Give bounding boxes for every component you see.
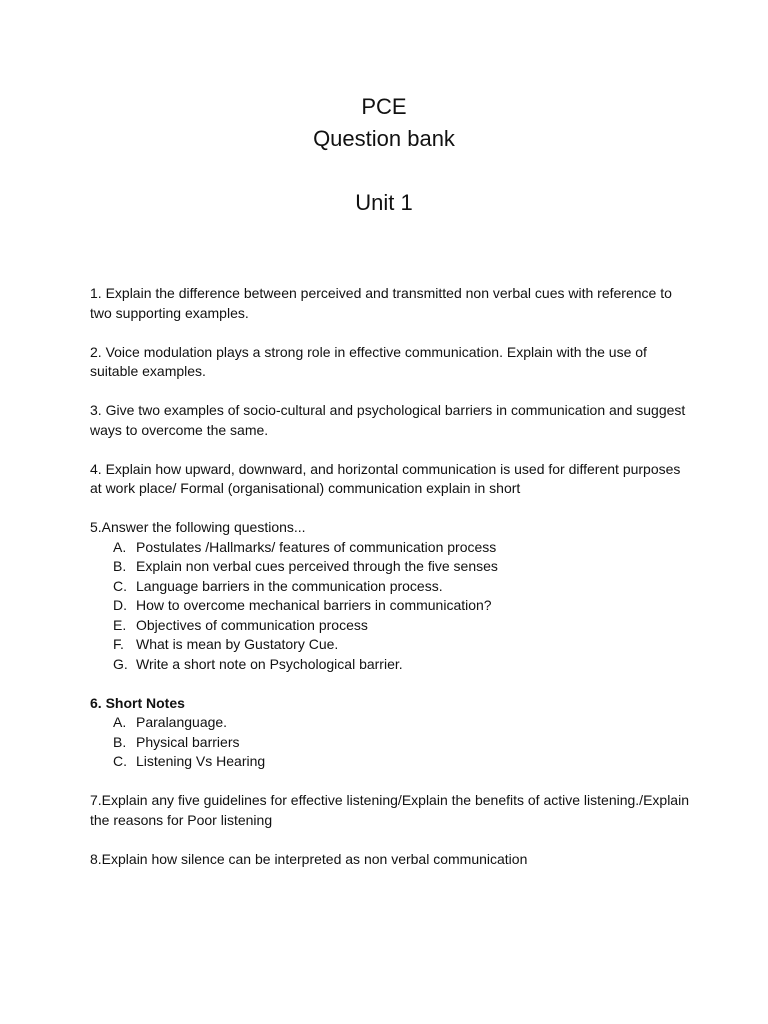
sublist-text: Postulates /Hallmarks/ features of communication process	[136, 538, 497, 555]
sublist-text: What is mean by Gustatory Cue.	[136, 636, 339, 652]
question-list	[90, 284, 690, 889]
sublist-item	[90, 596, 690, 616]
sublist-text: Explain non verbal cues perceived through the five senses	[136, 558, 498, 574]
sublist-text: Physical barriers	[136, 733, 240, 750]
sublist-item	[90, 538, 690, 558]
question-6-sublist	[90, 713, 690, 772]
document-title-pce: PCE	[361, 94, 407, 119]
question-5-sublist	[90, 538, 690, 675]
sublist-item	[90, 733, 690, 753]
sublist-marker: G.	[113, 655, 128, 672]
sublist-item	[90, 752, 690, 772]
question-1: 1. Explain the difference between perceived and transmitted non verbal cues with reference to two supporting examples.	[90, 285, 672, 321]
sublist-marker: E.	[113, 616, 127, 633]
question-3: 3. Give two examples of socio-cultural and psychological barriers in communication and suggest ways to overcome the same.	[90, 402, 686, 438]
sublist-text: How to overcome mechanical barriers in communication?	[136, 597, 492, 613]
sublist-marker: D.	[113, 597, 127, 613]
sublist-marker: C.	[113, 753, 127, 769]
question-8: 8.Explain how silence can be interpreted as non verbal communication	[90, 850, 528, 867]
sublist-marker: C.	[113, 577, 127, 594]
sublist-text: Listening Vs Hearing	[136, 753, 266, 769]
question-7: 7.Explain any five guidelines for effective listening/Explain the benefits of active listening./Explain the reasons for Poor listening	[90, 792, 689, 828]
sublist-marker: A.	[113, 538, 127, 555]
sublist-text: Objectives of communication process	[136, 616, 368, 633]
document-subtitle: Question bank	[313, 126, 455, 151]
sublist-text: Write a short note on Psychological barrier.	[136, 655, 403, 672]
sublist-text: Language barriers in the communication process.	[136, 577, 443, 594]
sublist-item	[90, 655, 690, 675]
sublist-marker: A.	[113, 714, 127, 730]
sublist-text: Paralanguage.	[136, 714, 228, 730]
sublist-item	[90, 577, 690, 597]
question-2: 2. Voice modulation plays a strong role in effective communication. Explain with the use of suitable examples.	[90, 343, 647, 379]
sublist-marker: B.	[113, 558, 127, 574]
question-5-heading: 5.Answer the following questions...	[90, 519, 306, 535]
question-4: 4. Explain how upward, downward, and horizontal communication is used for different purposes at work place/ Formal (organisational) communication explain in short	[90, 460, 681, 496]
sublist-marker: B.	[113, 733, 127, 750]
sublist-item	[90, 557, 690, 577]
question-6-heading: 6. Short Notes	[90, 694, 185, 711]
sublist-item	[90, 713, 690, 733]
sublist-item	[90, 635, 690, 655]
sublist-item	[90, 616, 690, 636]
sublist-marker: F.	[113, 636, 124, 652]
unit-heading: Unit 1	[355, 190, 413, 215]
